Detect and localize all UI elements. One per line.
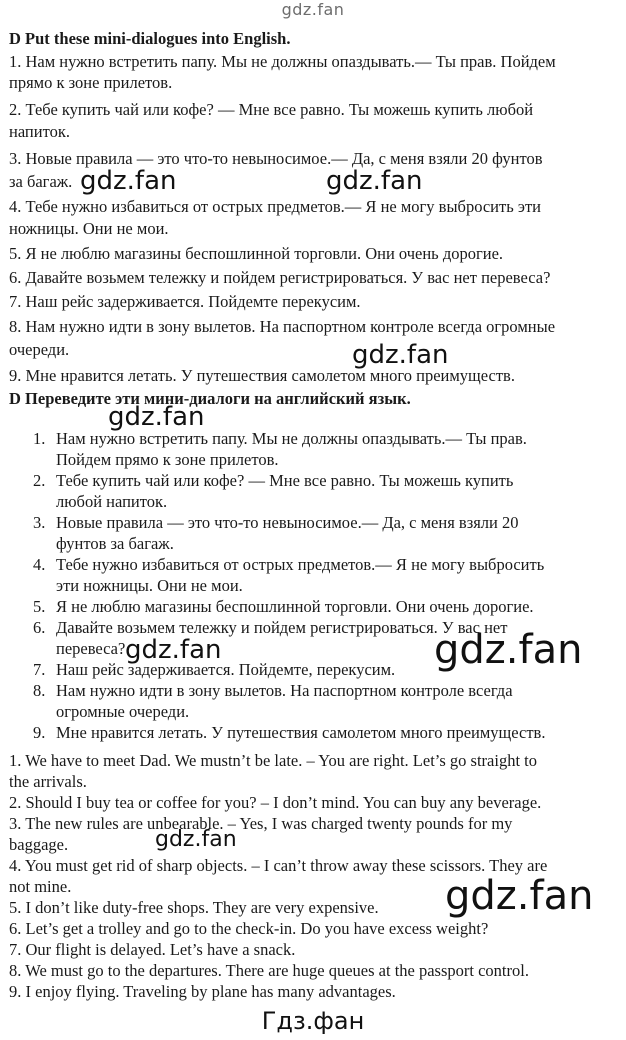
- list-item: эти ножницы. Они не мои.: [56, 576, 243, 595]
- list-item: Наш рейс задерживается. Пойдемте, перекусим.: [56, 660, 396, 679]
- text-line: напиток.: [9, 122, 70, 141]
- watermark: gdz.fan: [445, 873, 594, 919]
- text-line: 6. Давайте возьмем тележку и пойдем регистрироваться. У вас нет перевеса?: [9, 268, 551, 287]
- text-line: 9. Мне нравится летать. У путешествия самолетом много преимуществ.: [9, 366, 515, 385]
- text-line: 4. Тебе нужно избавиться от острых предметов.— Я не могу выбросить эти: [9, 197, 541, 216]
- text-line: 5. Я не люблю магазины беспошлинной торговли. Они очень дорогие.: [9, 244, 504, 263]
- list-item: Новые правила — это что-то невыносимое.— Да, с меня взяли 20: [56, 513, 519, 532]
- text-line: 7. Наш рейс задерживается. Пойдемте перекусим.: [9, 292, 361, 311]
- list-item: огромные очереди.: [56, 702, 190, 721]
- heading-english: D Put these mini-dialogues into English.: [9, 29, 291, 48]
- watermark: gdz.fan: [80, 166, 177, 196]
- answer-line: 7. Our flight is delayed. Let’s have a snack.: [9, 940, 296, 959]
- watermark: gdz.fan: [434, 627, 583, 673]
- answer-line: 6. Let’s get a trolley and go to the check-in. Do you have excess weight?: [9, 919, 489, 938]
- list-number: 2.: [33, 471, 46, 490]
- list-item: любой напиток.: [56, 492, 168, 511]
- answer-line: 2. Should I buy tea or coffee for you? – I don’t mind. You can buy any beverage.: [9, 793, 542, 812]
- text-line: 3. Новые правила — это что-то невыносимое.— Да, с меня взяли 20 фунтов: [9, 149, 543, 168]
- list-item: Нам нужно идти в зону вылетов. На паспортном контроле всегда: [56, 681, 513, 700]
- list-number: 3.: [33, 513, 46, 532]
- answer-line: 3. The new rules are unbearable. – Yes, I was charged twenty pounds for my: [9, 814, 513, 833]
- list-item: Пойдем прямо к зоне прилетов.: [56, 450, 279, 469]
- list-number: 6.: [33, 618, 46, 637]
- list-item: Я не люблю магазины беспошлинной торговли. Они очень дорогие.: [56, 597, 534, 616]
- text-line: ножницы. Они не мои.: [9, 219, 169, 238]
- answer-line: the arrivals.: [9, 772, 87, 791]
- list-number: 4.: [33, 555, 46, 574]
- watermark: gdz.fan: [108, 402, 205, 432]
- list-number: 8.: [33, 681, 46, 700]
- list-item: Тебе купить чай или кофе? — Мне все равно. Ты можешь купить: [56, 471, 514, 490]
- text-line: 2. Тебе купить чай или кофе? — Мне все равно. Ты можешь купить любой: [9, 100, 534, 119]
- text-line: за багаж.: [9, 172, 73, 191]
- text-line: 1. Нам нужно встретить папу. Мы не должны опаздывать.— Ты прав. Пойдем: [9, 52, 556, 71]
- list-item: Тебе нужно избавиться от острых предметов.— Я не могу выбросить: [56, 555, 545, 574]
- text-line: прямо к зоне прилетов.: [9, 73, 173, 92]
- text-line: очереди.: [9, 340, 70, 359]
- answer-line: not mine.: [9, 877, 72, 896]
- answer-line: 8. We must go to the departures. There are huge queues at the passport control.: [9, 961, 529, 980]
- list-number: 7.: [33, 660, 46, 679]
- list-item: Давайте возьмем тележку и пойдем регистрироваться. У вас нет: [56, 618, 508, 637]
- list-item: Нам нужно встретить папу. Мы не должны опаздывать.— Ты прав.: [56, 429, 527, 448]
- answer-line: 5. I don’t like duty-free shops. They are very expensive.: [9, 898, 379, 917]
- answer-line: 9. I enjoy flying. Traveling by plane has many advantages.: [9, 982, 396, 1001]
- watermark: gdz.fan: [125, 635, 222, 665]
- answer-line: baggage.: [9, 835, 69, 854]
- list-item: фунтов за багаж.: [56, 534, 174, 553]
- answer-line: 1. We have to meet Dad. We mustn’t be late. – You are right. Let’s go straight to: [9, 751, 537, 770]
- text-line: 8. Нам нужно идти в зону вылетов. На паспортном контроле всегда огромные: [9, 317, 556, 336]
- list-number: 1.: [33, 429, 46, 448]
- watermark: gdz.fan: [352, 340, 449, 370]
- site-watermark-top: gdz.fan: [281, 0, 345, 19]
- list-number: 5.: [33, 597, 46, 616]
- watermark: gdz.fan: [326, 166, 423, 196]
- list-item: Мне нравится летать. У путешествия самолетом много преимуществ.: [56, 723, 546, 742]
- watermark: gdz.fan: [155, 827, 237, 852]
- list-item: перевеса?: [56, 639, 126, 658]
- footer-watermark: Гдз.фан: [261, 1007, 365, 1035]
- heading-russian: D Переведите эти мини-диалоги на английский язык.: [9, 389, 411, 408]
- answer-line: 4. You must get rid of sharp objects. – I can’t throw away these scissors. They are: [9, 856, 548, 875]
- list-number: 9.: [33, 723, 46, 742]
